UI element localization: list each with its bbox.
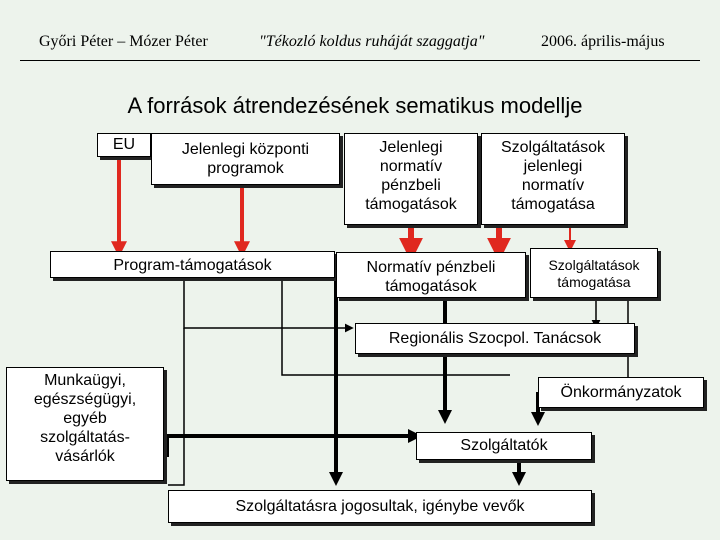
beneficiaries-box	[168, 490, 592, 523]
page-title: A források átrendezésének sematikus modellje	[127, 93, 583, 118]
program-support-box	[50, 251, 335, 278]
normative-cash-label: Jelenlegi normatív pénzbeli támogatások	[365, 139, 457, 213]
normative-cash-new-label: Normatív pénzbeli támogatások	[366, 259, 496, 295]
buyers-box	[6, 367, 164, 481]
municipalities-box	[538, 377, 704, 408]
providers-box	[416, 432, 592, 460]
services-normative-box	[481, 133, 625, 225]
header-quote: "Tékozló koldus ruháját szaggatja"	[259, 33, 485, 50]
normative-cash-box	[344, 133, 478, 225]
arrow-buyers-to-providers	[163, 436, 416, 455]
program-support-label: Program-támogatások	[113, 257, 272, 274]
eu-label: EU	[112, 136, 136, 153]
header-authors: Győri Péter – Mózer Péter	[39, 33, 208, 50]
eu-box	[97, 133, 151, 157]
line-program-to-beneficiaries	[168, 328, 184, 485]
central-programs-box	[151, 133, 340, 185]
central-programs-label: Jelenlegi központi programok	[181, 141, 310, 177]
beneficiaries-label: Szolgáltatásra jogosultak, igénybe vevők	[235, 498, 525, 515]
header-date: 2006. április-május	[541, 33, 665, 50]
line-program-to-regional	[184, 278, 350, 328]
services-support-label: Szolgáltatások támogatása	[548, 257, 640, 290]
services-support-box	[530, 248, 658, 298]
normative-cash-new-box	[336, 252, 526, 298]
buyers-label: Munkaügyi, egészségügyi, egyéb szolgáltatás- vásárlók	[33, 372, 137, 465]
municipalities-label: Önkormányzatok	[560, 384, 682, 401]
regional-council-label: Regionális Szocpol. Tanácsok	[388, 330, 602, 347]
services-normative-label: Szolgáltatások jelenlegi normatív támogatása	[500, 139, 606, 213]
providers-label: Szolgáltatók	[460, 437, 548, 454]
regional-council-box	[355, 323, 635, 354]
